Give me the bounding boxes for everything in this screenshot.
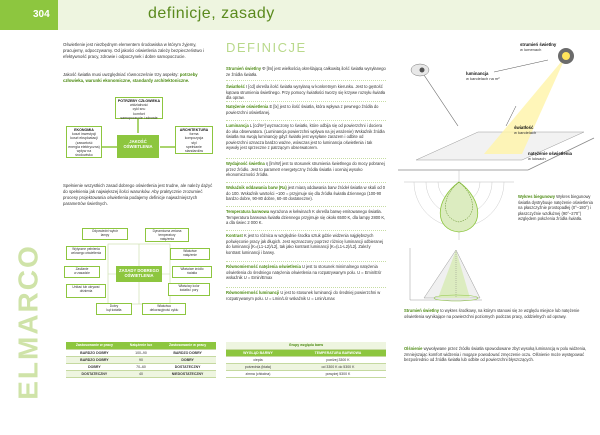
- table-cell: ciepła: [226, 356, 290, 363]
- table-cell: 70–60: [123, 363, 159, 370]
- principle-item: Właściwe źródło światła: [172, 266, 212, 278]
- table-cell: 100–90: [123, 349, 159, 356]
- definition-term: Strumień świetlny: [226, 66, 262, 71]
- needs-text: widzialność cykl snu komfort samopoczucie i zdrowie: [120, 103, 158, 120]
- definition-text: η [lm/W] jest to stosunek strumienia świetlnego do mocy pobranej przez źródło. Jest to parametr energetyczny źródła światła i oceniaj wysoko ekonomiczności źródła.: [226, 161, 385, 177]
- table-cell: DOSTATECZNY: [66, 370, 123, 377]
- divider: [226, 101, 386, 102]
- intro-lead: Jakość światła musi uwzględniać równocześnie trzy aspekty:: [63, 72, 179, 77]
- polar-paragraph: [518, 194, 596, 222]
- page-number: 304: [0, 0, 58, 30]
- section-title: DEFINICJE: [226, 40, 307, 55]
- principle-item: Dobry kąt światła: [96, 303, 132, 315]
- definition-text: E [lx] jest to ilość światła, która wpływa z pewnego źródła do powierzchni oświetlanej.: [226, 104, 379, 115]
- table-cell: DOBRY: [159, 356, 216, 363]
- divider: [226, 120, 386, 121]
- economy-text: koszt inwestycji koszt eksploatacji (zawartość energia elektryczna) wpływ na środowisko: [68, 132, 100, 158]
- flux-label-title: strumień świetlny: [520, 42, 557, 47]
- application-table: [66, 342, 216, 378]
- divider: [226, 158, 386, 159]
- definition-term: Temperatura barwowa: [226, 209, 270, 214]
- definition-term: Równomierność luminancji: [226, 290, 280, 295]
- glare-paragraph: [404, 346, 594, 363]
- luminance-label: [466, 72, 526, 81]
- principle-item: Dynamiczna zmiana temperatury natężenia: [145, 228, 189, 242]
- glare-text: wywoływane przez źródło światła spowodowane zbyt wysoką luminancją w polu widzenia, zmniejszając komfort widzenia i mogące powodować zmęczenie oczu. Olśnienie może występować bezpośrednio od źródła światła lub odbite od powierzchni błyszczących.: [404, 346, 587, 362]
- flux-label: [520, 43, 590, 52]
- illuminance-label-unit: w luksach: [528, 155, 546, 161]
- table-row: [66, 370, 216, 377]
- illuminance-label: [528, 152, 598, 161]
- table-cell: BARDZO DOBRY: [66, 349, 123, 356]
- definition: [226, 233, 386, 255]
- definition-term: Luminancja: [226, 123, 249, 128]
- divider: [226, 230, 386, 231]
- table-row: [66, 356, 216, 363]
- economy-box: [66, 126, 102, 158]
- principle-item: Wytyczne pełnienia celowego oświetlenia: [66, 246, 106, 260]
- beam-angle-diagram: [404, 244, 484, 306]
- needs-box: [115, 97, 163, 119]
- economy-title: EKONOMIA: [74, 128, 94, 132]
- definition-text: I [cd] określa ilość światła wysyłaną w konkretnym kierunku. Jest to gęstość kątowa strumienia świetlnego. Przy pomocy światłości tworzy się krzywe rozsyłu światła dla opraw.: [226, 84, 386, 100]
- definition: [226, 209, 386, 226]
- glare-term: Olśnienie: [404, 346, 423, 351]
- table-cell: powyżej 5300 K: [290, 370, 386, 377]
- definition-text: wyrażona w kelwinach K określa barwę emitowanego światła. Temperatura barwowa światła dziennego przyjmuje się około 6500 K, dla lampy 2800 K, a dla świec 2 000 K.: [226, 209, 386, 225]
- principle-item: Właściwa dekoracyjność cyklu: [142, 303, 186, 315]
- intro-paragraph-3: Spełnienie wszystkich zasad dobrego oświetlenia jest trudne, ale należy dążyć do spełnienia jak największej ilości warunków. Aby praktycznie zrozumieć procesy projektowania oświetlenia podajemy definicje najważniejszych parametrów świetlnych.: [63, 183, 213, 207]
- brand-vertical: [6, 238, 44, 403]
- architecture-text: forma kompozycja styl spełnianie standardów: [184, 132, 204, 154]
- table-row: [226, 363, 386, 370]
- intensity-label: [514, 126, 564, 135]
- polar-term: Wykres biegunowy: [518, 194, 556, 199]
- table-header-cell: Zastosowanie w pracy: [66, 342, 123, 349]
- definition: [226, 264, 386, 281]
- illuminance-label-title: natężenie oświetlenia: [528, 151, 572, 156]
- table-caption-row: [226, 342, 386, 349]
- beam-angle-paragraph: [404, 308, 594, 319]
- table-cell: DOBRY: [66, 363, 123, 370]
- table-row: [66, 363, 216, 370]
- architecture-box: [175, 126, 213, 154]
- divider: [226, 80, 386, 81]
- principle-item: Unikać lub ukrywać olśnienia: [66, 284, 106, 298]
- beam-angle-text: to wykres środkowy, na którym stanowi się ze względu miejsce lub natężenie oświetlenia wynikające na powierzchni poziomych podczas pracy, oddzielnych od oprawy.: [404, 308, 580, 319]
- definition: [226, 104, 386, 115]
- beam-angle-term: Strumień świetlny: [404, 308, 440, 313]
- definition-term: Kontrast: [226, 233, 243, 238]
- divider: [226, 182, 386, 183]
- definition: [226, 66, 386, 77]
- needs-title: POTRZEBY CZŁOWIEKA: [117, 99, 161, 103]
- table-cell: 40: [123, 370, 159, 377]
- flux-label-unit: w lumenach: [520, 46, 542, 52]
- table-cell: BARDZO DOBRY: [159, 349, 216, 356]
- definition-text: Φ [lm] jest wielkością określającą całkowitą ilość światła wysyłanego ze źródła światła.: [226, 66, 386, 77]
- table-header-cell: Zastosowanie w pracy: [159, 342, 216, 349]
- definition: [226, 185, 386, 202]
- definition-text: U jest to stosunek minimalnego natężenia oświetlenia do średniego natężenia oświetlenia na rozpatrywanym polu. U = Emin/Eśr wskaźnik U = Emin/Emax: [226, 264, 382, 280]
- intro-aspects: potrzeby człowieka, warunki ekonomiczne, standardy architektoniczne.: [63, 72, 198, 84]
- definition: [226, 123, 386, 151]
- luminance-label-title: luminancja: [466, 71, 489, 76]
- table-cell: NIEDOSTATECZNY: [159, 370, 216, 377]
- page-header: [0, 0, 600, 30]
- table-header-cell: Natężenie lux: [123, 342, 159, 349]
- definition-text: jest miarą oddawania barw źródeł światła w skali od 0 do 100. Wskaźnik wartości ~100 = przyjmuje się dla źródła światła dziennego (100-90 bardzo dobre, 90-80 dobre, 60-40 dostateczne).: [226, 185, 386, 201]
- table-cell: pośrednia (biała): [226, 363, 290, 370]
- principle-item: Zasilanie w zasadzie: [64, 266, 100, 278]
- definition: [226, 290, 386, 301]
- definition-term: Wydajność świetlna: [226, 161, 265, 166]
- table-cell: poniżej 3300 K: [290, 356, 386, 363]
- definition: [226, 84, 386, 101]
- table-caption: Grupy względu barw: [226, 342, 386, 349]
- page-title: definicje, zasady: [58, 0, 600, 30]
- intensity-label-title: światłość: [514, 125, 534, 130]
- luminance-label-unit: w kandelach na m²: [466, 75, 500, 81]
- definition-text: U jest to stosunek luminancji do średniej powierzchni w rozpatrywanym polu. U = Lmin/Lśr wskaźnik U = Lmin/Lmax: [226, 290, 381, 301]
- definition-term: Wskaźnik oddawania barw (Ra): [226, 185, 287, 190]
- architecture-title: ARCHITEKTURA: [179, 128, 209, 132]
- table-cell: zimna (chłodna): [226, 370, 290, 377]
- definition-term: Natężenie oświetlenia: [226, 104, 269, 109]
- intro-paragraph-1: Oświetlenie jest niezbędnym elementem środowiska w którym żyjemy, pracujemy, odpoczywamy. Od jakości oświetlenia zależy bezpieczeństwo i efektywność pracy, zdrowie i odpoczynek i dobre samopoczucie.: [63, 42, 204, 60]
- polar-diagram: [404, 170, 514, 240]
- definition-term: Światłość: [226, 84, 245, 89]
- definition-term: Równomierność natężenia oświetlenia: [226, 264, 301, 269]
- color-temperature-table: [226, 342, 386, 378]
- table-header-row: [226, 349, 386, 356]
- table-header-cell: TEMPERATURA BARWOWA: [290, 349, 386, 356]
- divider: [226, 261, 386, 262]
- table-cell: DOSTATECZNY: [159, 363, 216, 370]
- table-header-row: [66, 342, 216, 349]
- definition-text: K jest to różnica w względnie środka sztuk gdzie widzenia najgłębszych poświęconie pracy jak długich. Jest wyznaczony poprzez różnicę luminancji odbieranej do luminancji [K=(L1-L2)/L2], tak jako kontrast luminancji [K=(L1-L2)/L2]. Zależy kontrast luminancji i barwy.: [226, 233, 384, 255]
- principle-item: Odpowiedni wybór lampy: [82, 228, 128, 240]
- table-cell: od 3300 K do 5300 K: [290, 363, 386, 370]
- table-cell: BARDZO DOBRY: [66, 356, 123, 363]
- table-header-cell: WYGLĄD BARWY: [226, 349, 290, 356]
- divider: [226, 287, 386, 288]
- principle-item: Właściwe natężenie: [170, 248, 210, 260]
- quality-center-box: JAKOŚĆ OŚWIETLENIA: [117, 135, 159, 158]
- intensity-label-unit: w kandelach: [514, 129, 537, 135]
- table-cell: 90: [123, 356, 159, 363]
- definition: [226, 161, 386, 178]
- table-row: [66, 349, 216, 356]
- brand-text: ELMARCO: [12, 244, 44, 400]
- divider: [226, 206, 386, 207]
- principles-center-box: ZASADY DOBREGO OŚWIETLENIA: [116, 266, 162, 282]
- table-row: [226, 370, 386, 377]
- table-row: [226, 356, 386, 363]
- intro-paragraph-2: [63, 72, 213, 84]
- polar-text: Wykres biegunowy światła dystrybuuje natężenie oświetlenia na płaszczyźnie prostopadłej (0°–180°) i płaszczyźnie wzdłużnej (90°–270°) względem położenia źródła światła.: [518, 194, 593, 221]
- principle-item: Właściwy kolor światła i pory: [168, 283, 210, 296]
- definition-text: L [cd/m²] wyznaczony to światło, które odbija się od powierzchni i dociera do oka obserwatora. (Luminancja powierzchni wpływa na jej wrażenie) Wskaźnik źródła światła ma swoją luminancję gdyż światło jest wysyłane zarazem i odbite od powierzchni oznacza bardzo ważne, wówczas jest to luminancja oświetlenia i tak wywoły jest sprzeczne z patrzącym obserwatorem.: [226, 123, 385, 150]
